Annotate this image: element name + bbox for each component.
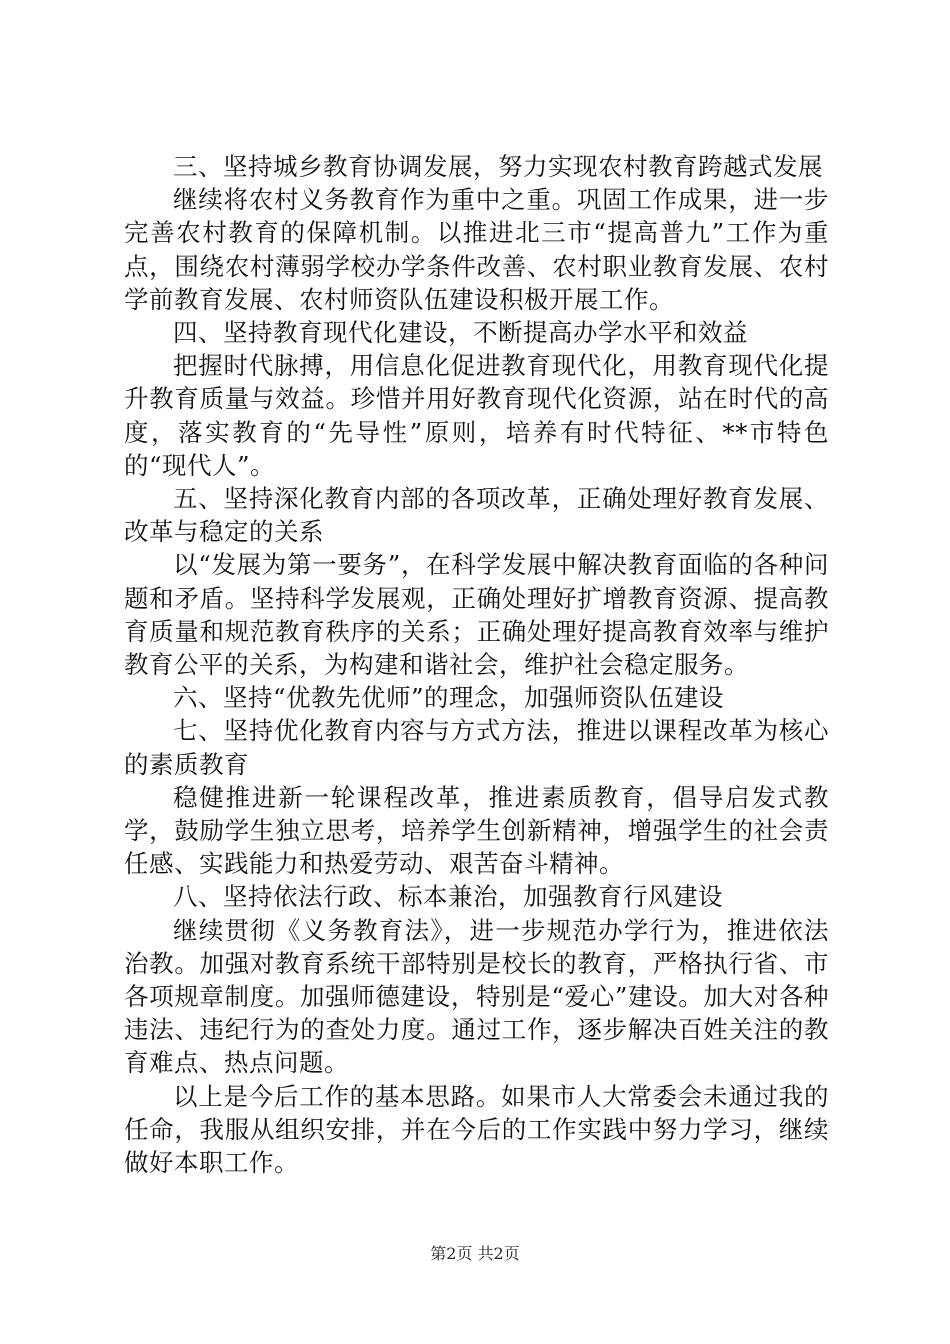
section-heading: 八、坚持依法行政、标本兼治，加强教育行风建设: [173, 882, 723, 912]
section-heading: 七、坚持优化教育内容与方式方法，推进以课程改革为核心的素质教育: [124, 716, 829, 779]
body-paragraph: 继续将农村义务教育作为重中之重。巩固工作成果，进一步完善农村教育的保障机制。以推进北三市“提高普九”工作为重点，围绕农村薄弱学校办学条件改善、农村职业教育发展、农村学前教育发展、农村师资队伍建设积极开展工作。: [124, 185, 829, 314]
page-footer: [0, 1241, 950, 1264]
body-paragraph: 把握时代脉搏，用信息化促进教育现代化，用教育现代化提升教育质量与效益。珍惜并用好教育现代化资源，站在时代的高度，落实教育的“先导性”原则，培养有时代特征、**市特色的“现代人”。: [124, 351, 829, 480]
section-heading: 五、坚持深化教育内部的各项改革，正确处理好教育发展、改革与稳定的关系: [124, 484, 829, 547]
section-heading: 四、坚持教育现代化建设，不断提高办学水平和效益: [173, 318, 748, 348]
body-paragraph: 稳健推进新一轮课程改革，推进素质教育，倡导启发式教学，鼓励学生独立思考，培养学生创新精神，增强学生的社会责任感、实践能力和热爱劳动、艰苦奋斗精神。: [124, 782, 829, 879]
body-paragraph: 继续贯彻《义务教育法》，进一步规范办学行为，推进依法治教。加强对教育系统干部特别是校长的教育，严格执行省、市各项规章制度。加强师德建设，特别是“爱心”建设。加大对各种违法、违纪行为的查处力度。通过工作，逐步解决百姓关注的教育难点、热点问题。: [124, 915, 829, 1078]
body-paragraph: 以上是今后工作的基本思路。如果市人大常委会未通过我的任命，我服从组织安排，并在今后的工作实践中努力学习，继续做好本职工作。: [124, 1081, 829, 1178]
section-heading: 三、坚持城乡教育协调发展，努力实现农村教育跨越式发展: [173, 152, 823, 181]
section-heading: 六、坚持“优教先优师”的理念，加强师资队伍建设: [173, 683, 725, 713]
page-number-label: 第2页 共2页: [430, 1244, 520, 1263]
body-paragraph: 以“发展为第一要务”，在科学发展中解决教育面临的各种问题和矛盾。坚持科学发展观，正确处理好扩增教育资源、提高教育质量和规范教育秩序的关系；正确处理好提高教育效率与维护教育公平的关系，为构建和谐社会，维护社会稳定服务。: [124, 550, 829, 680]
document-body: [124, 150, 829, 1179]
